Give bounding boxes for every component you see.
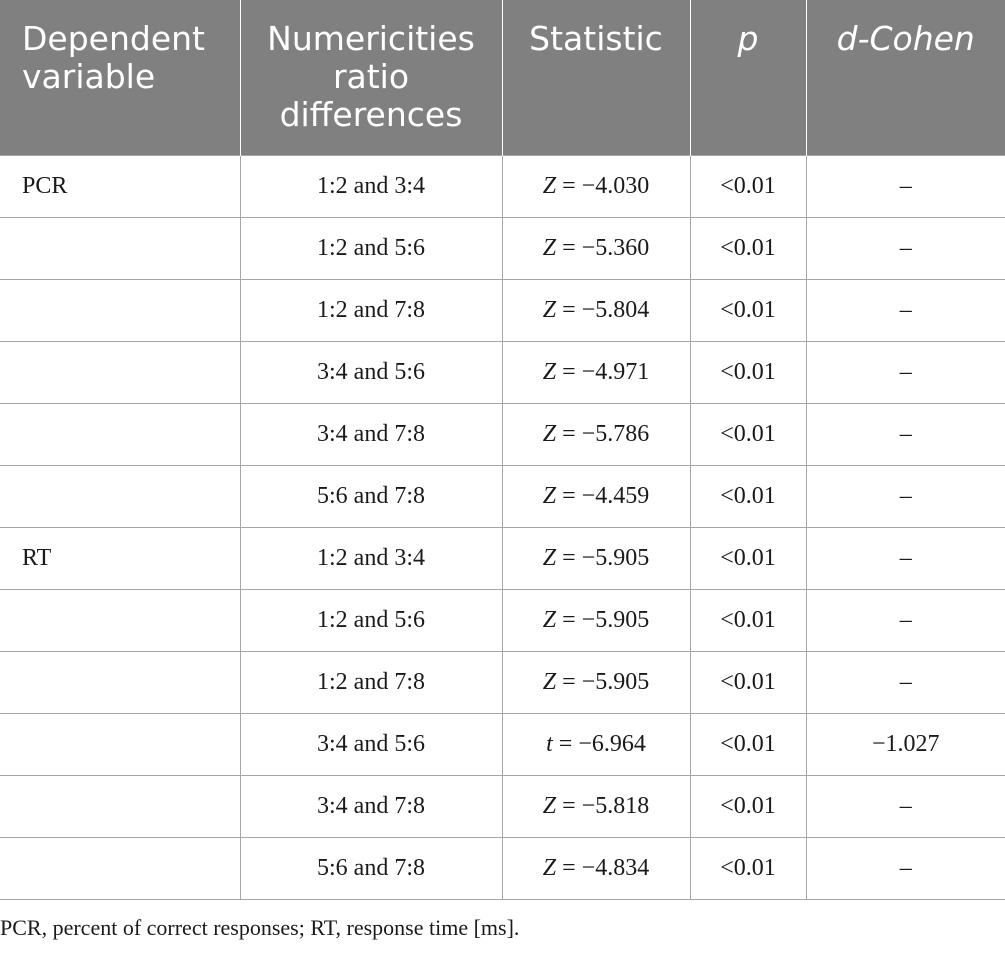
- cell-d-cohen: –: [806, 775, 1005, 837]
- cell-dependent-variable: [0, 403, 240, 465]
- cell-dependent-variable: [0, 713, 240, 775]
- statistic-value: = −5.360: [556, 234, 650, 261]
- header-dependent-variable: Dependent variable: [0, 0, 240, 155]
- cell-p-value: <0.01: [690, 155, 806, 217]
- table-header: [0, 0, 1005, 155]
- statistic-value: = −5.905: [556, 544, 650, 571]
- cell-d-cohen: –: [806, 465, 1005, 527]
- statistic-value: = −4.971: [556, 358, 650, 385]
- table-row: [0, 713, 1005, 775]
- header-d-cohen-label: d-Cohen: [836, 19, 975, 58]
- cell-statistic: [502, 279, 690, 341]
- cell-p-value: <0.01: [690, 527, 806, 589]
- statistic-symbol: Z: [542, 296, 557, 323]
- cell-ratio-difference: 1:2 and 3:4: [240, 527, 502, 589]
- statistic-symbol: Z: [542, 172, 557, 199]
- cell-dependent-variable: [0, 837, 240, 899]
- header-d-cohen: [806, 0, 1005, 155]
- cell-dependent-variable: [0, 341, 240, 403]
- cell-statistic: [502, 651, 690, 713]
- cell-statistic: [502, 217, 690, 279]
- cell-dependent-variable: [0, 775, 240, 837]
- cell-d-cohen: −1.027: [806, 713, 1005, 775]
- header-p-label: p: [737, 19, 759, 58]
- table-row: [0, 589, 1005, 651]
- cell-p-value: <0.01: [690, 775, 806, 837]
- cell-statistic: [502, 837, 690, 899]
- header-statistic: Statistic: [502, 0, 690, 155]
- cell-p-value: <0.01: [690, 465, 806, 527]
- cell-p-value: <0.01: [690, 279, 806, 341]
- cell-statistic: [502, 465, 690, 527]
- header-row: [0, 0, 1005, 155]
- cell-statistic: [502, 527, 690, 589]
- statistic-symbol: Z: [542, 234, 557, 261]
- header-numericities-ratio: Numericities ratio differences: [240, 0, 502, 155]
- cell-d-cohen: –: [806, 217, 1005, 279]
- cell-d-cohen: –: [806, 589, 1005, 651]
- cell-p-value: <0.01: [690, 403, 806, 465]
- statistic-value: = −4.459: [556, 482, 650, 509]
- cell-ratio-difference: 3:4 and 5:6: [240, 713, 502, 775]
- cell-p-value: <0.01: [690, 217, 806, 279]
- table-row: [0, 155, 1005, 217]
- statistic-symbol: Z: [542, 854, 557, 881]
- statistic-value: = −5.804: [556, 296, 650, 323]
- statistic-symbol: Z: [542, 606, 557, 633]
- cell-dependent-variable: [0, 589, 240, 651]
- statistic-value: = −5.786: [556, 420, 650, 447]
- cell-d-cohen: –: [806, 403, 1005, 465]
- cell-ratio-difference: 1:2 and 5:6: [240, 589, 502, 651]
- cell-p-value: <0.01: [690, 341, 806, 403]
- cell-statistic: [502, 403, 690, 465]
- cell-dependent-variable: [0, 465, 240, 527]
- statistic-value: = −5.905: [556, 606, 650, 633]
- cell-p-value: <0.01: [690, 837, 806, 899]
- cell-statistic: [502, 341, 690, 403]
- cell-d-cohen: –: [806, 341, 1005, 403]
- statistic-symbol: Z: [542, 792, 557, 819]
- table-row: [0, 403, 1005, 465]
- statistic-symbol: Z: [542, 668, 557, 695]
- cell-ratio-difference: 3:4 and 7:8: [240, 775, 502, 837]
- cell-statistic: [502, 713, 690, 775]
- statistic-symbol: Z: [542, 420, 557, 447]
- table-body: [0, 155, 1005, 899]
- cell-d-cohen: –: [806, 651, 1005, 713]
- cell-statistic: [502, 589, 690, 651]
- cell-statistic: [502, 155, 690, 217]
- table-row: [0, 217, 1005, 279]
- cell-ratio-difference: 3:4 and 7:8: [240, 403, 502, 465]
- cell-dependent-variable: RT: [0, 527, 240, 589]
- cell-ratio-difference: 3:4 and 5:6: [240, 341, 502, 403]
- cell-ratio-difference: 5:6 and 7:8: [240, 837, 502, 899]
- cell-d-cohen: –: [806, 837, 1005, 899]
- cell-statistic: [502, 775, 690, 837]
- header-p-value: [690, 0, 806, 155]
- statistic-symbol: t: [546, 730, 553, 757]
- cell-dependent-variable: [0, 279, 240, 341]
- statistic-symbol: Z: [542, 544, 557, 571]
- table-row: [0, 465, 1005, 527]
- statistic-symbol: Z: [542, 358, 557, 385]
- statistic-value: = −6.964: [552, 730, 646, 757]
- cell-d-cohen: –: [806, 155, 1005, 217]
- cell-ratio-difference: 1:2 and 5:6: [240, 217, 502, 279]
- table-row: [0, 527, 1005, 589]
- statistic-symbol: Z: [542, 482, 557, 509]
- cell-ratio-difference: 1:2 and 7:8: [240, 651, 502, 713]
- cell-dependent-variable: [0, 651, 240, 713]
- cell-p-value: <0.01: [690, 651, 806, 713]
- cell-dependent-variable: PCR: [0, 155, 240, 217]
- cell-d-cohen: –: [806, 279, 1005, 341]
- table-row: [0, 341, 1005, 403]
- cell-p-value: <0.01: [690, 713, 806, 775]
- cell-ratio-difference: 1:2 and 3:4: [240, 155, 502, 217]
- table-row: [0, 775, 1005, 837]
- statistic-value: = −4.834: [556, 854, 650, 881]
- statistic-value: = −5.818: [556, 792, 650, 819]
- table-footnote: PCR, percent of correct responses; RT, response time [ms].: [0, 915, 520, 940]
- cell-ratio-difference: 1:2 and 7:8: [240, 279, 502, 341]
- statistic-value: = −5.905: [556, 668, 650, 695]
- cell-p-value: <0.01: [690, 589, 806, 651]
- table-row: [0, 837, 1005, 899]
- table-row: [0, 279, 1005, 341]
- cell-d-cohen: –: [806, 527, 1005, 589]
- cell-dependent-variable: [0, 217, 240, 279]
- table-row: [0, 651, 1005, 713]
- cell-ratio-difference: 5:6 and 7:8: [240, 465, 502, 527]
- statistic-value: = −4.030: [556, 172, 650, 199]
